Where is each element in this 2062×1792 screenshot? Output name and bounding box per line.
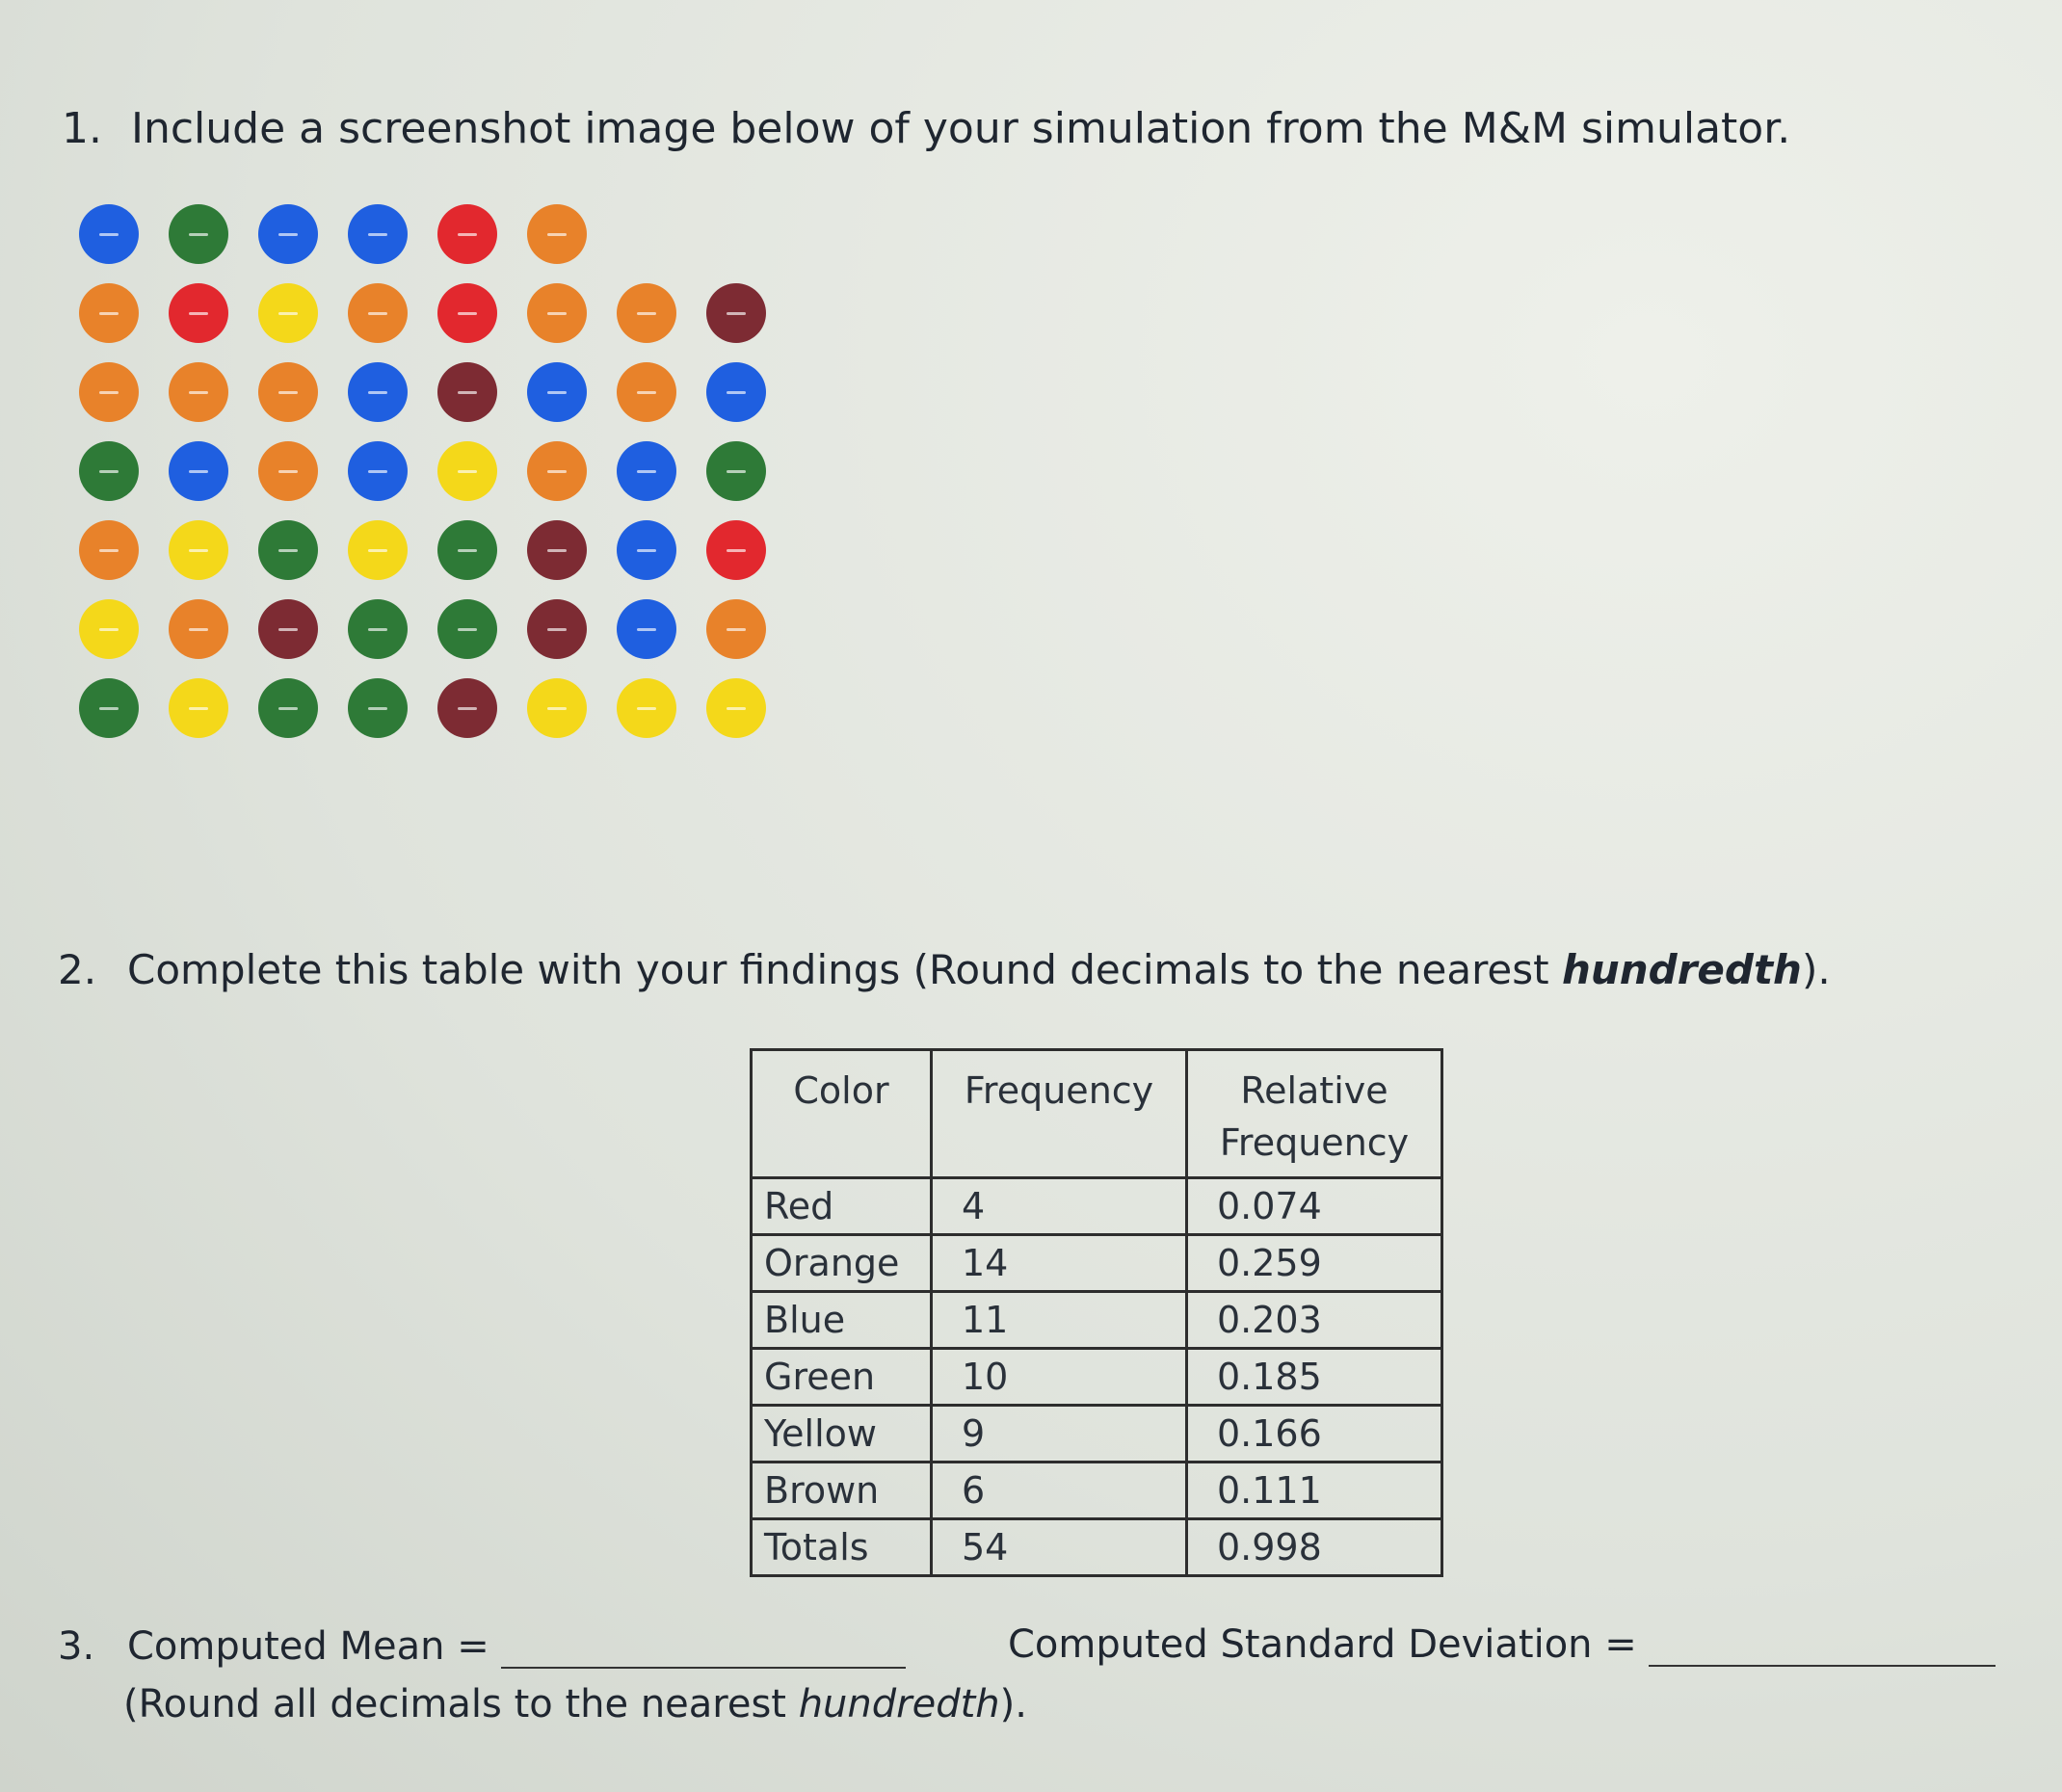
sd-answer-blank[interactable] (1649, 1626, 1996, 1667)
mm-logo-mark (547, 312, 567, 315)
mm-logo-mark (99, 470, 119, 473)
mm-candy-green (169, 204, 228, 264)
table-row (752, 1178, 1442, 1235)
cell-color: Blue (752, 1292, 932, 1349)
question-3-number: 3. (58, 1624, 95, 1669)
mm-candy-green (258, 520, 318, 580)
mm-candy-green (258, 678, 318, 738)
cell-relative-frequency: 0.111 (1187, 1463, 1442, 1519)
mm-logo-mark (278, 233, 298, 236)
mm-logo-mark (189, 312, 208, 315)
mm-candy-red (437, 204, 497, 264)
mean-label: Computed Mean = (127, 1624, 489, 1669)
mm-logo-mark (458, 391, 477, 394)
mm-candy-blue (617, 599, 676, 659)
mm-logo-mark (368, 312, 387, 315)
question-1 (62, 104, 1790, 153)
question-2-number: 2. (58, 946, 97, 993)
cell-relative-frequency: 0.259 (1187, 1235, 1442, 1292)
mm-candy-green (348, 599, 408, 659)
header-frequency: Frequency (932, 1050, 1187, 1178)
cell-relative-frequency: 0.166 (1187, 1406, 1442, 1463)
header-relative-frequency: Relative Frequency (1187, 1050, 1442, 1178)
mm-logo-mark (547, 391, 567, 394)
mm-candy-blue (169, 441, 228, 501)
mm-candy-orange (258, 441, 318, 501)
note-emphasis: hundredth (798, 1682, 1000, 1726)
standard-deviation (1008, 1622, 1996, 1667)
mm-logo-mark (368, 549, 387, 552)
mm-logo-mark (727, 628, 746, 631)
note-text: (Round all decimals to the nearest (123, 1682, 799, 1726)
mm-logo-mark (278, 391, 298, 394)
mm-logo-mark (458, 707, 477, 710)
table-header-row (752, 1050, 1442, 1178)
mm-candy-green (437, 520, 497, 580)
mm-logo-mark (189, 707, 208, 710)
mm-logo-mark (278, 707, 298, 710)
cell-color: Yellow (752, 1406, 932, 1463)
mm-candy-blue (348, 204, 408, 264)
mm-logo-mark (727, 707, 746, 710)
mm-logo-mark (458, 470, 477, 473)
mm-logo-mark (278, 628, 298, 631)
mm-candy-blue (527, 362, 587, 422)
mm-candy-yellow (617, 678, 676, 738)
mm-simulation-image (79, 204, 792, 763)
mm-logo-mark (458, 628, 477, 631)
mm-candy-blue (348, 441, 408, 501)
mm-logo-mark (637, 628, 656, 631)
mm-logo-mark (637, 549, 656, 552)
mm-candy-orange (258, 362, 318, 422)
cell-color: Totals (752, 1519, 932, 1576)
question-2 (58, 946, 1831, 993)
mm-candy-orange (79, 362, 139, 422)
mm-logo-mark (547, 470, 567, 473)
mm-candy-brown (527, 599, 587, 659)
mm-logo-mark (368, 391, 387, 394)
mm-candy-orange (706, 599, 766, 659)
cell-frequency: 54 (932, 1519, 1187, 1576)
cell-frequency: 4 (932, 1178, 1187, 1235)
mm-logo-mark (458, 312, 477, 315)
mm-logo-mark (547, 628, 567, 631)
mm-candy-yellow (169, 678, 228, 738)
mm-logo-mark (547, 707, 567, 710)
mm-candy-yellow (169, 520, 228, 580)
mm-candy-orange (79, 283, 139, 343)
mm-candy-blue (79, 204, 139, 264)
question-3 (58, 1624, 906, 1669)
mm-logo-mark (547, 233, 567, 236)
mm-logo-mark (637, 470, 656, 473)
mm-candy-yellow (527, 678, 587, 738)
header-color: Color (752, 1050, 932, 1178)
mm-candy-green (706, 441, 766, 501)
mm-candy-green (79, 441, 139, 501)
question-2-text: Complete this table with your findings (Round decimals to the nearest (127, 946, 1562, 993)
mm-candy-green (348, 678, 408, 738)
table-row (752, 1406, 1442, 1463)
mm-candy-yellow (79, 599, 139, 659)
table-row (752, 1235, 1442, 1292)
mm-logo-mark (727, 312, 746, 315)
mm-candy-yellow (258, 283, 318, 343)
mm-logo-mark (99, 628, 119, 631)
mm-logo-mark (189, 470, 208, 473)
mm-logo-mark (99, 549, 119, 552)
cell-color: Red (752, 1178, 932, 1235)
mm-candy-brown (437, 678, 497, 738)
mm-logo-mark (189, 549, 208, 552)
mm-candy-blue (617, 441, 676, 501)
mm-candy-orange (617, 283, 676, 343)
cell-color: Green (752, 1349, 932, 1406)
mm-logo-mark (368, 233, 387, 236)
mm-candy-orange (527, 283, 587, 343)
mm-candy-yellow (348, 520, 408, 580)
mm-logo-mark (637, 312, 656, 315)
mm-candy-blue (258, 204, 318, 264)
mm-logo-mark (458, 549, 477, 552)
question-3-note (123, 1682, 1027, 1726)
mm-candy-orange (169, 362, 228, 422)
mm-candy-yellow (706, 678, 766, 738)
mm-logo-mark (99, 707, 119, 710)
mm-logo-mark (637, 707, 656, 710)
mm-logo-mark (368, 707, 387, 710)
mm-logo-mark (637, 391, 656, 394)
mm-logo-mark (189, 391, 208, 394)
cell-relative-frequency: 0.998 (1187, 1519, 1442, 1576)
cell-frequency: 14 (932, 1235, 1187, 1292)
cell-relative-frequency: 0.185 (1187, 1349, 1442, 1406)
mm-logo-mark (99, 312, 119, 315)
mm-candy-blue (706, 362, 766, 422)
cell-color: Brown (752, 1463, 932, 1519)
table-row (752, 1292, 1442, 1349)
mm-candy-blue (348, 362, 408, 422)
mm-logo-mark (368, 628, 387, 631)
mm-logo-mark (189, 233, 208, 236)
mm-logo-mark (727, 470, 746, 473)
mean-answer-blank[interactable] (501, 1628, 906, 1669)
cell-frequency: 11 (932, 1292, 1187, 1349)
table-row (752, 1519, 1442, 1576)
mm-logo-mark (547, 549, 567, 552)
cell-relative-frequency: 0.203 (1187, 1292, 1442, 1349)
mm-candy-red (169, 283, 228, 343)
table-row (752, 1349, 1442, 1406)
question-2-text-end: ). (1801, 946, 1831, 993)
mm-candy-orange (527, 204, 587, 264)
frequency-table (750, 1048, 1443, 1577)
mm-logo-mark (458, 233, 477, 236)
mm-logo-mark (727, 391, 746, 394)
cell-relative-frequency: 0.074 (1187, 1178, 1442, 1235)
mm-candy-red (437, 283, 497, 343)
mm-logo-mark (368, 470, 387, 473)
mm-candy-brown (258, 599, 318, 659)
mm-candy-orange (169, 599, 228, 659)
question-2-emphasis: hundredth (1561, 946, 1802, 993)
cell-frequency: 10 (932, 1349, 1187, 1406)
mm-logo-mark (99, 233, 119, 236)
mm-candy-orange (527, 441, 587, 501)
note-text-end: ). (999, 1682, 1027, 1726)
cell-color: Orange (752, 1235, 932, 1292)
mm-candy-brown (437, 362, 497, 422)
mm-logo-mark (189, 628, 208, 631)
mm-logo-mark (278, 470, 298, 473)
mm-candy-orange (79, 520, 139, 580)
mm-logo-mark (278, 312, 298, 315)
mm-candy-brown (706, 283, 766, 343)
cell-frequency: 6 (932, 1463, 1187, 1519)
mm-candy-brown (527, 520, 587, 580)
mm-candy-red (706, 520, 766, 580)
mm-candy-blue (617, 520, 676, 580)
table-row (752, 1463, 1442, 1519)
question-1-text: Include a screenshot image below of your simulation from the M&M simulator. (131, 104, 1791, 153)
mm-candy-green (437, 599, 497, 659)
question-1-number: 1. (62, 104, 102, 153)
mm-candy-orange (617, 362, 676, 422)
mm-candy-yellow (437, 441, 497, 501)
cell-frequency: 9 (932, 1406, 1187, 1463)
mm-logo-mark (278, 549, 298, 552)
sd-label: Computed Standard Deviation = (1008, 1622, 1637, 1667)
mm-logo-mark (99, 391, 119, 394)
mm-candy-green (79, 678, 139, 738)
mm-logo-mark (727, 549, 746, 552)
mm-candy-orange (348, 283, 408, 343)
